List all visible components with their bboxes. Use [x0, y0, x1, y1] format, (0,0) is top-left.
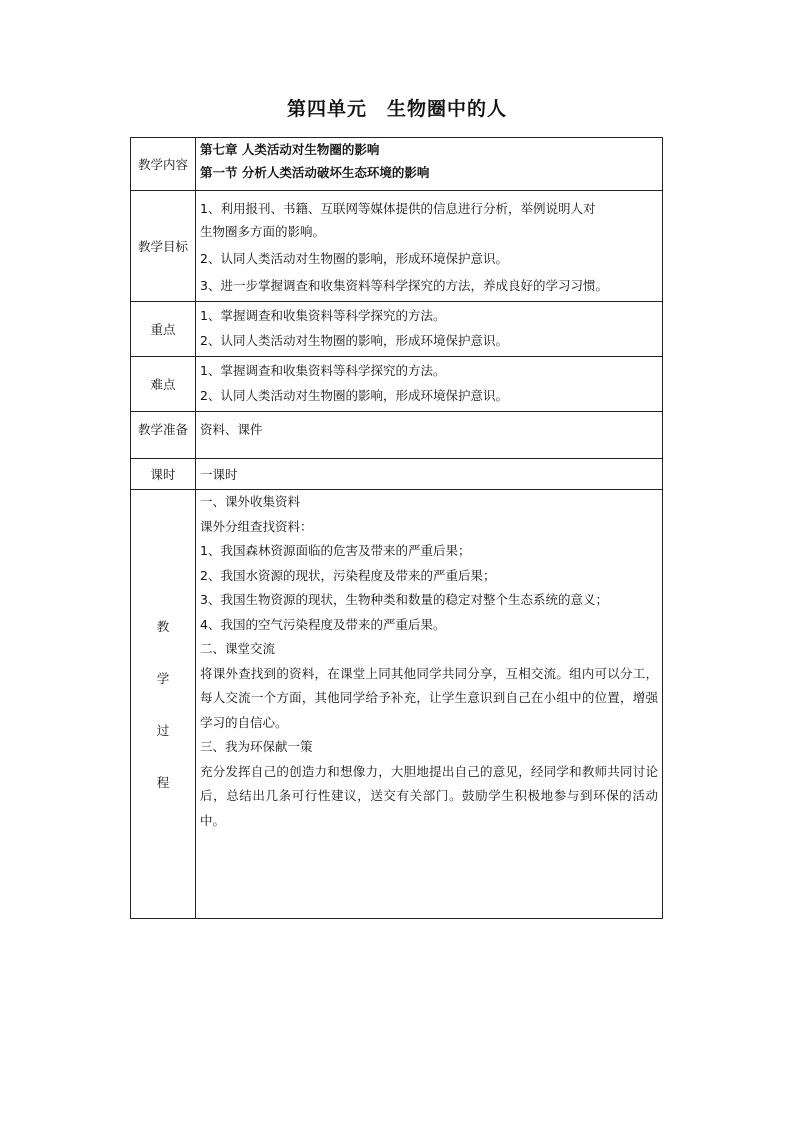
label-process	[131, 490, 196, 919]
lesson-plan-table	[130, 137, 663, 919]
label-preparation: 教学准备	[131, 412, 196, 459]
goal-line: 生物圈多方面的影响。	[200, 224, 326, 239]
page-title	[0, 94, 794, 121]
process-paragraph: 充分发挥自己的创造力和想像力，大胆地提出自己的意见，经同学和教师共同讨论后，总结出几条可行性建议，送交有关部门。鼓励学生积极地参与到环保的活动中。	[200, 763, 658, 828]
section-title: 第一节 分析人类活动破坏生态环境的影响	[200, 165, 430, 180]
row-key-points	[131, 302, 663, 357]
goal-line: 2、认同人类活动对生物圈的影响，形成环境保护意识。	[200, 251, 508, 266]
title-topic: 生物圈中的人	[387, 98, 508, 120]
process-char: 教	[156, 618, 170, 634]
cell-hours: 一课时	[196, 459, 663, 490]
row-goals	[131, 191, 663, 302]
process-item: 2、我国水资源的现状，污染程度及带来的严重后果；	[200, 567, 496, 583]
cell-difficulties	[196, 357, 663, 412]
process-item: 3、我国生物资源的现状，生物种类和数量的稳定对整个生态系统的意义；	[200, 592, 608, 607]
label-goals: 教学目标	[131, 191, 196, 302]
difficulty-line: 1、掌握调查和收集资料等科学探究的方法。	[200, 363, 446, 378]
difficulty-line: 2、认同人类活动对生物圈的影响，形成环境保护意识。	[200, 388, 508, 403]
cell-content	[196, 138, 663, 191]
cell-process	[196, 490, 663, 919]
cell-goals	[196, 191, 663, 302]
row-hours	[131, 459, 663, 490]
process-char: 学	[156, 670, 170, 686]
row-process	[131, 490, 663, 919]
key-point-line: 1、掌握调查和收集资料等科学探究的方法。	[200, 308, 446, 323]
row-preparation	[131, 412, 663, 459]
label-key-points: 重点	[131, 302, 196, 357]
goal-line: 3、进一步掌握调查和收集资料等科学探究的方法，养成良好的学习习惯。	[200, 278, 608, 293]
process-section-title: 二、课堂交流	[200, 641, 276, 656]
cell-preparation: 资料、课件	[196, 412, 663, 459]
process-item: 1、我国森林资源面临的危害及带来的严重后果；	[200, 543, 471, 558]
key-point-line: 2、认同人类活动对生物圈的影响，形成环境保护意识。	[200, 333, 508, 348]
label-difficulties: 难点	[131, 357, 196, 412]
goal-line: 1、利用报刊、书籍、互联网等媒体提供的信息进行分析，举例说明人对	[200, 201, 596, 216]
label-content: 教学内容	[131, 138, 196, 191]
process-section-title: 一、课外收集资料	[200, 494, 301, 509]
label-hours: 课时	[131, 459, 196, 490]
process-intro: 课外分组查找资料：	[200, 518, 313, 534]
process-section-title: 三、我为环保献一策	[200, 739, 313, 754]
process-item: 4、我国的空气污染程度及带来的严重后果。	[200, 616, 446, 632]
title-unit: 第四单元	[286, 98, 367, 120]
cell-key-points	[196, 302, 663, 357]
chapter-title: 第七章 人类活动对生物圈的影响	[200, 142, 380, 157]
row-content	[131, 138, 663, 191]
process-paragraph: 将课外查找到的资料，在课堂上同其他同学共同分享，互相交流。组内可以分工，每人交流一个方面，其他同学给予补充，让学生意识到自己在小组中的位置，增强学习的自信心。	[200, 665, 658, 730]
process-char: 过	[156, 722, 170, 738]
row-difficulties	[131, 357, 663, 412]
process-char: 程	[156, 774, 170, 790]
